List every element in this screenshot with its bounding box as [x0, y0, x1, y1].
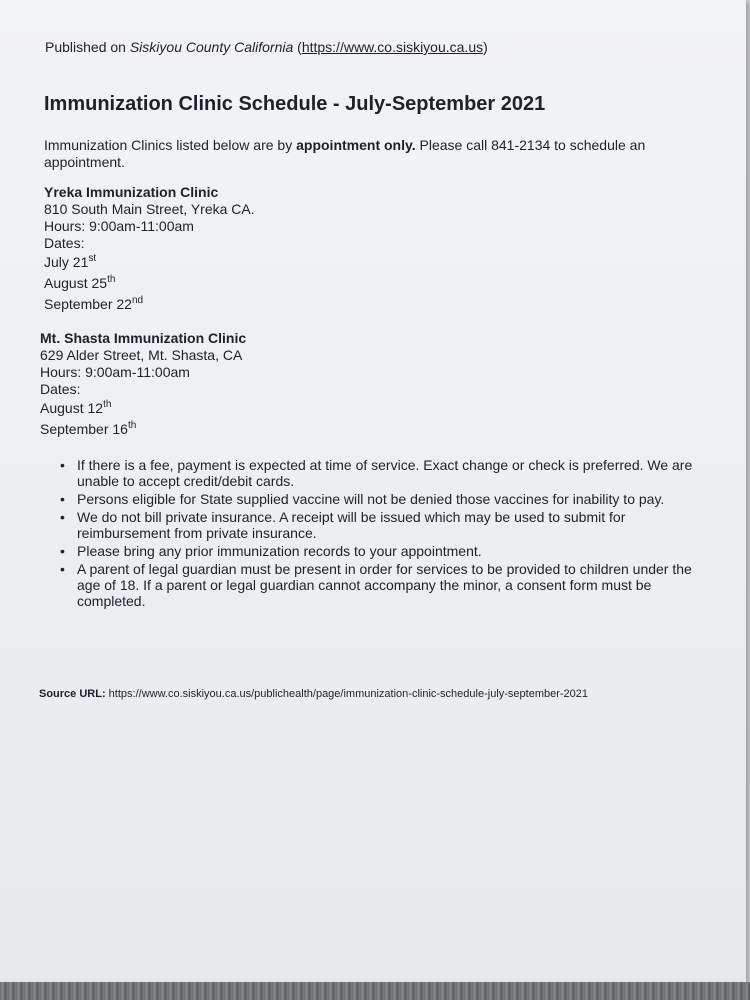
- date-suffix: th: [103, 399, 112, 410]
- clinic-date: [44, 252, 255, 273]
- paren-open: (: [293, 39, 302, 55]
- bullet-icon: •: [60, 509, 65, 525]
- background-surface: [0, 982, 750, 1000]
- list-item-text: We do not bill private insurance. A receipt will be issued which may be used to submit for reimbursement from private insurance.: [77, 509, 626, 541]
- date-text: August 25: [44, 275, 108, 291]
- clinic-name: Yreka Immunization Clinic: [44, 184, 219, 200]
- list-item: [60, 491, 710, 507]
- intro-text-after: Please call 841-2134 to schedule an appointment.: [44, 137, 646, 170]
- date-suffix: st: [88, 253, 97, 264]
- bullet-icon: •: [60, 457, 65, 473]
- date-text: July 21: [44, 254, 89, 270]
- page-title: Immunization Clinic Schedule - July-September 2021: [44, 93, 546, 115]
- date-suffix: th: [107, 274, 116, 285]
- clinic-dates-label: Dates:: [40, 381, 81, 397]
- clinic-address: 629 Alder Street, Mt. Shasta, CA: [40, 347, 243, 363]
- clinic-name: Mt. Shasta Immunization Clinic: [40, 330, 247, 346]
- site-url-link[interactable]: https://www.co.siskiyou.ca.us: [301, 39, 484, 55]
- intro-text-before: Immunization Clinics listed below are by: [44, 137, 297, 153]
- clinic-date: [40, 419, 246, 440]
- list-item-text: Please bring any prior immunization records to your appointment.: [77, 543, 482, 559]
- paren-close: ): [483, 39, 488, 55]
- date-text: August 12: [40, 400, 104, 416]
- date-suffix: nd: [131, 295, 144, 306]
- clinic-date: [44, 294, 255, 315]
- date-text: September 16: [40, 421, 128, 437]
- clinic-mt-shasta: [40, 330, 246, 440]
- bullet-icon: •: [60, 543, 65, 559]
- list-item: [60, 561, 710, 609]
- clinic-address: 810 South Main Street, Yreka CA.: [44, 201, 255, 217]
- source-label: Source URL:: [39, 688, 106, 700]
- list-item-text: A parent of legal guardian must be present in order for services to be provided to children under the age of 18. If a parent or legal guardian cannot accompany the minor, a consent form must be completed.: [77, 561, 692, 609]
- list-item: [60, 543, 710, 559]
- bullet-icon: •: [60, 491, 65, 507]
- bullet-icon: •: [60, 561, 65, 577]
- list-item: [60, 457, 710, 489]
- clinic-hours: Hours: 9:00am-11:00am: [44, 218, 194, 234]
- list-item-text: If there is a fee, payment is expected at time of service. Exact change or check is preferred. We are unable to accept credit/debit cards.: [77, 457, 693, 489]
- clinic-date: [44, 273, 255, 294]
- site-name: Siskiyou County California: [129, 39, 294, 55]
- list-item-text: Persons eligible for State supplied vaccine will not be denied those vaccines for inability to pay.: [77, 491, 665, 507]
- source-url-link[interactable]: https://www.co.siskiyou.ca.us/publichealth/page/immunization-clinic-schedule-july-september-2021: [105, 688, 589, 700]
- policy-list: [60, 457, 710, 611]
- published-on-line: [45, 39, 488, 55]
- clinic-date: [40, 398, 246, 419]
- source-url-line: [39, 688, 588, 700]
- intro-emphasis: appointment only.: [296, 137, 416, 153]
- clinic-yreka: [44, 184, 255, 315]
- intro-paragraph: [44, 137, 714, 171]
- published-prefix: Published on: [45, 39, 126, 55]
- list-item: [60, 509, 710, 541]
- date-suffix: th: [127, 420, 137, 431]
- clinic-dates-label: Dates:: [44, 235, 85, 251]
- date-text: September 22: [44, 296, 132, 312]
- clinic-hours: Hours: 9:00am-11:00am: [40, 364, 190, 380]
